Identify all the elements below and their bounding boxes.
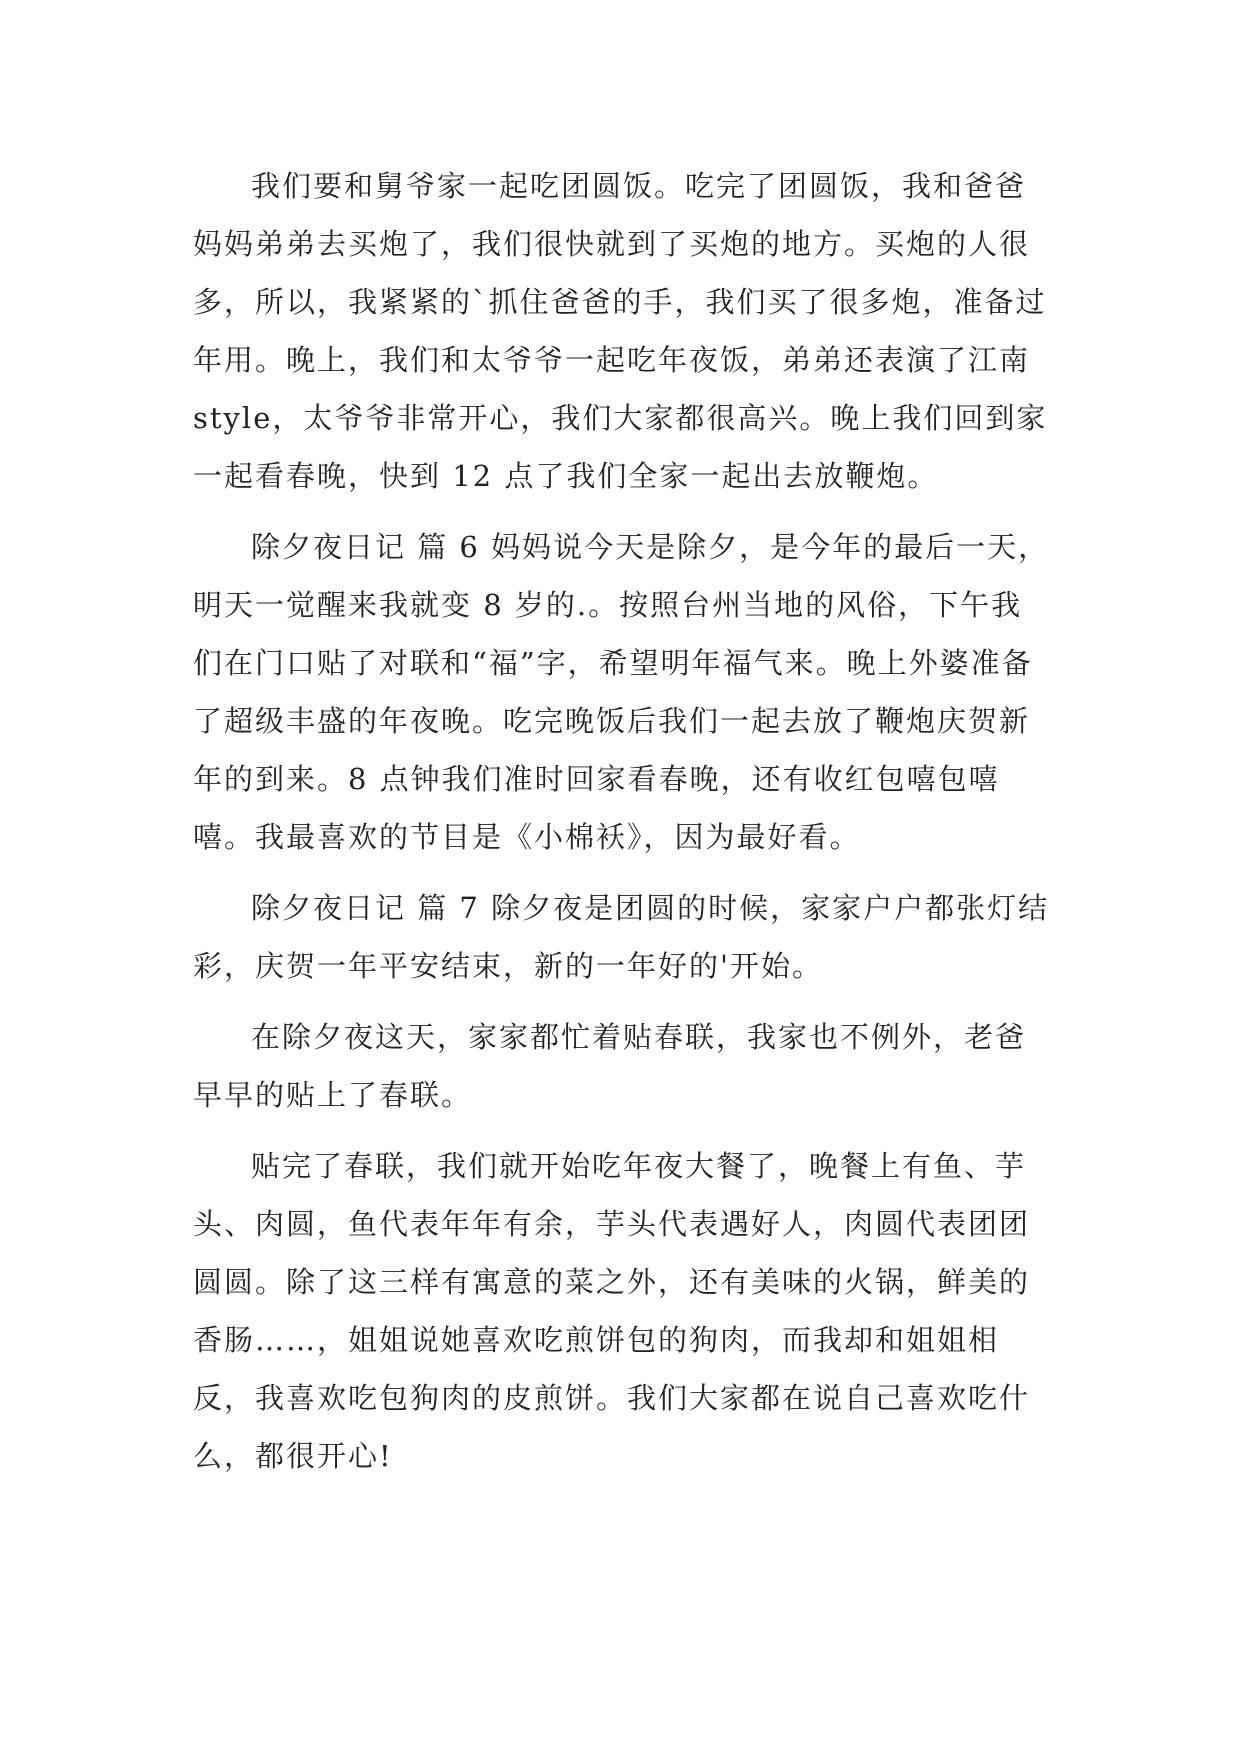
paragraph: 除夕夜日记 篇 7 除夕夜是团圆的时候，家家户户都张灯结彩，庆贺一年平安结束，新的一年好的'开始。 (193, 891, 1050, 983)
paragraph: 除夕夜日记 篇 6 妈妈说今天是除夕，是今年的最后一天，明天一觉醒来我就变 8 岁的.。按照台州当地的风俗，下午我们在门口贴了对联和“福”字，希望明年福气来。晚上外婆准备了超级丰盛的年夜晚。吃完晚饭后我们一起去放了鞭炮庆贺新年的到来。8 点钟我们准时回家看春晚，还有收红包嘻包嘻嘻。我最喜欢的节目是《小棉袄》，因为最好看。 (193, 530, 1050, 854)
document-body (193, 157, 1053, 1498)
paragraph: 贴完了春联，我们就开始吃年夜大餐了，晚餐上有鱼、芋头、肉圆，鱼代表年年有余，芋头代表遇好人，肉圆代表团团圆圆。除了这三样有寓意的菜之外，还有美味的火锅，鲜美的香肠……，姐姐说她喜欢吃煎饼包的狗肉，而我却和姐姐相反，我喜欢吃包狗肉的皮煎饼。我们大家都在说自己喜欢吃什么，都很开心! (193, 1149, 1031, 1473)
paragraph: 在除夕夜这天，家家都忙着贴春联，我家也不例外，老爸早早的贴上了春联。 (193, 1020, 1027, 1112)
paragraph: 我们要和舅爷家一起吃团圆饭。吃完了团圆饭，我和爸爸妈妈弟弟去买炮了，我们很快就到了买炮的地方。买炮的人很多，所以，我紧紧的`抓住爸爸的手，我们买了很多炮，准备过年用。晚上，我们和太爷爷一起吃年夜饭，弟弟还表演了江南 style，太爷爷非常开心，我们大家都很高兴。晚上我们回到家一起看春晚，快到 12 点了我们全家一起出去放鞭炮。 (193, 169, 1048, 493)
